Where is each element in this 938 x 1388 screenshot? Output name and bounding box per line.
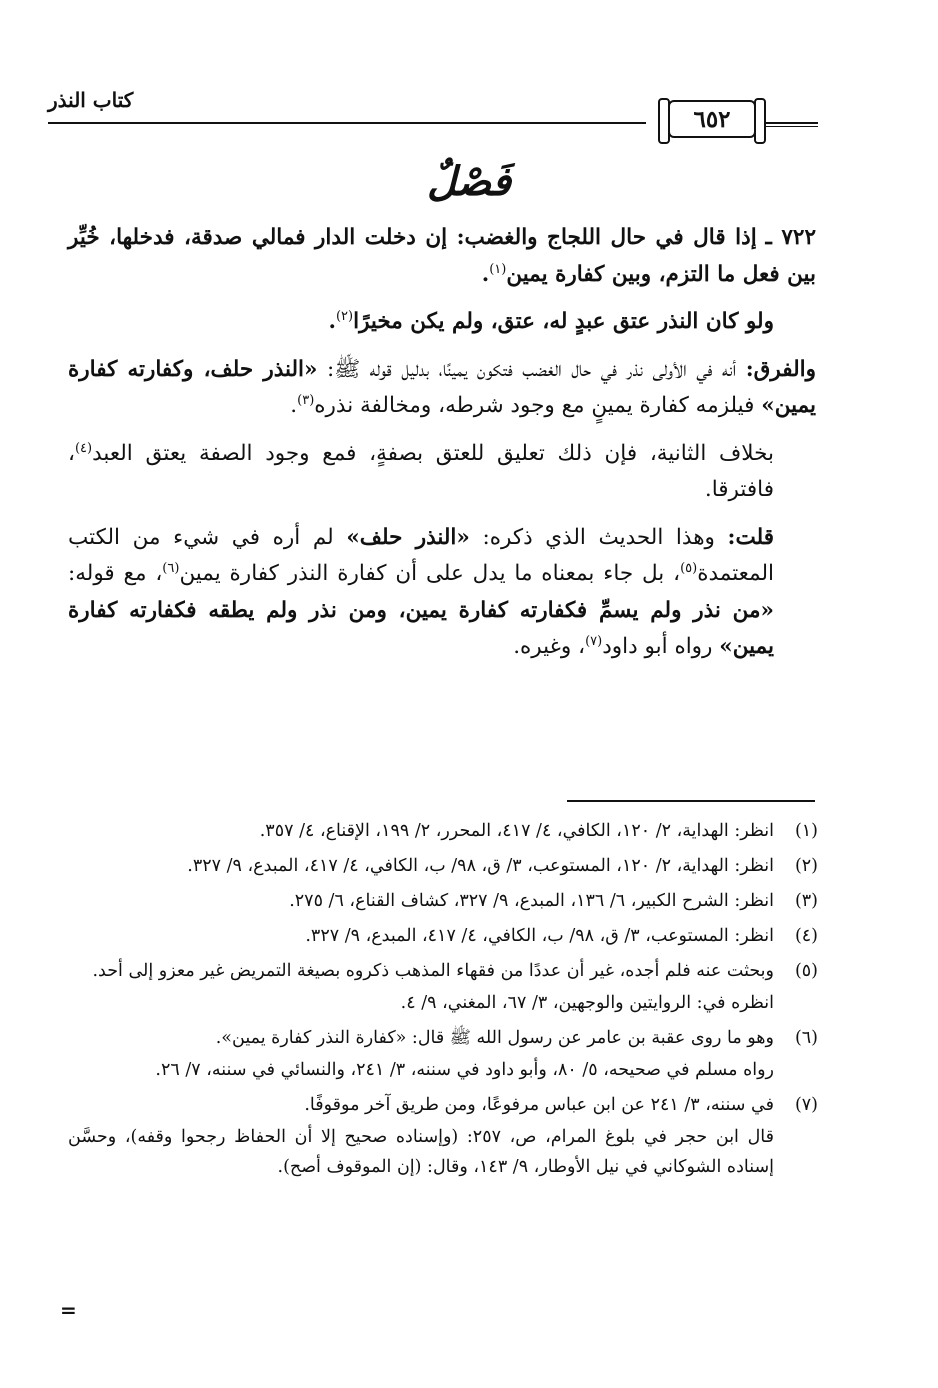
footnote-text: انظر: الهداية، ٢/ ١٢٠، الكافي، ٤/ ٤١٧، المحرر، ٢/ ١٩٩، الإقناع، ٤/ ٣٥٧. xyxy=(259,821,774,841)
punctuation: . xyxy=(290,393,298,418)
footnote-number: (٦) xyxy=(794,1028,818,1048)
footnote-separator xyxy=(567,800,815,802)
footnote-ref[interactable]: (٢) xyxy=(335,308,354,324)
main-text xyxy=(68,220,816,677)
page-number: ٦٥٢ xyxy=(668,100,756,138)
footnote-ref[interactable]: (٦) xyxy=(162,560,180,576)
footnote-item xyxy=(68,816,818,846)
paragraph-difference xyxy=(68,352,816,425)
footnote-item xyxy=(68,1023,818,1085)
footnote-ref[interactable]: (٥) xyxy=(680,560,698,576)
running-header xyxy=(48,86,818,140)
punctuation: . xyxy=(481,261,490,287)
footnote-text: في سننه، ٣/ ٢٤١ عن ابن عباس مرفوعًا، ومن طريق آخر موقوفًا. xyxy=(304,1095,774,1115)
paragraph-text: وهذا الحديث الذي ذكره: xyxy=(469,524,728,550)
paragraph-722 xyxy=(68,220,816,293)
paragraph-comment xyxy=(68,520,816,666)
footnote-text: انظره في: الروايتين والوجهين، ٣/ ٦٧، المغني، ٩/ ٤. xyxy=(400,993,774,1013)
footnote-text: انظر: الشرح الكبير، ٦/ ١٣٦، المبدع، ٩/ ٣٢٧، كشاف القناع، ٦/ ٢٧٥. xyxy=(289,891,774,911)
paragraph-text: ، بل جاء بمعناه ما يدل على أن كفارة النذر كفارة يمين xyxy=(179,561,681,586)
footnote-number: (٤) xyxy=(794,926,818,946)
paragraph-text: بخلاف الثانية، فإن ذلك تعليق للعتق بصفةٍ، فمع وجود الصفة يعتق العبد xyxy=(92,440,774,466)
paragraph-manumission xyxy=(68,304,816,341)
footnote-number: (٥) xyxy=(794,961,818,981)
paragraph-text: أنه في الأولى نذر في حال الغضب فتكون يمينًا، بدليل قوله ﷺ: xyxy=(317,356,746,382)
footnote-text: قال ابن حجر في بلوغ المرام، ص، ٢٥٧: (وإسناده صحيح إلا أن الحفاظ رجحوا وقفه)، وحسَّن إسناده الشوكاني في نيل الأوطار، ٩/ ١٤٣، وقال: (إن الموقوف أصح). xyxy=(68,1127,774,1177)
footnote-item xyxy=(68,1090,818,1182)
punctuation: . xyxy=(328,309,336,334)
paragraph-lead: قلت: xyxy=(727,524,774,550)
footnote-text: انظر: المستوعب، ٣/ ق، ٩٨/ ب، الكافي، ٤/ ٤١٧، المبدع، ٩/ ٣٢٧. xyxy=(305,926,774,946)
footnote-number: (٧) xyxy=(794,1095,818,1115)
book-title: كتاب النذر xyxy=(48,88,134,112)
footnote-item xyxy=(68,851,818,881)
footnote-ref[interactable]: (١) xyxy=(489,261,507,277)
footnote-ref[interactable]: (٤) xyxy=(74,440,93,456)
paragraph-text: رواه أبو داود xyxy=(602,634,720,659)
footnote-number: (٢) xyxy=(794,856,818,876)
hadith-quote: «من نذر ولم يسمِّ فكفارته كفارة يمين، ومن نذر ولم يطقه فكفارته كفارة يمين» xyxy=(68,597,774,659)
footnote-ref[interactable]: (٣) xyxy=(297,392,315,408)
footnote-item xyxy=(68,921,818,951)
paragraph-text: ولو كان النذر عتق عبدٍ له، عتق، ولم يكن مخيرًا xyxy=(353,309,774,334)
footnote-item xyxy=(68,886,818,916)
footnote-number: (٣) xyxy=(794,891,818,911)
paragraph-lead: والفرق: xyxy=(745,356,816,382)
paragraph-text: لم أره في شيء من الكتب المعتمدة xyxy=(68,524,775,586)
hadith-quote: «النذر حلف، وكفارته كفارة يمين» xyxy=(68,356,816,418)
continuation-mark: = xyxy=(60,1298,77,1322)
footnotes xyxy=(68,816,818,1187)
paragraph-contrast xyxy=(68,436,816,509)
footnote-number: (١) xyxy=(794,821,818,841)
hadith-quote: «النذر حلف» xyxy=(346,524,470,550)
paragraph-text: ، وغيره. xyxy=(513,634,586,659)
footnote-text: رواه مسلم في صحيحه، ٥/ ٨٠، وأبو داود في سننه، ٣/ ٢٤١، والنسائي في سننه، ٧/ ٢٦. xyxy=(155,1060,774,1080)
footnote-text: وهو ما روى عقبة بن عامر عن رسول الله ﷺ قال: «كفارة النذر كفارة يمين». xyxy=(215,1028,774,1048)
footnote-ref[interactable]: (٧) xyxy=(585,633,603,649)
paragraph-text: ، فافترقا. xyxy=(68,440,774,502)
paragraph-text: ، مع قوله: xyxy=(68,561,163,586)
paragraph-text: إذا قال في حال اللجاج والغضب: إن دخلت الدار فمالي صدقة، فدخلها، خُيِّر بين فعل ما التزم، وبين كفارة يمين xyxy=(68,225,816,287)
footnote-text: انظر: الهداية، ٢/ ١٢٠، المستوعب، ٣/ ق، ٩٨/ ب، الكافي، ٤/ ٤١٧، المبدع، ٩/ ٣٢٧. xyxy=(187,856,774,876)
section-heading: فَصْلٌ xyxy=(426,158,512,205)
paragraph-text: فيلزمه كفارة يمينٍ مع وجود شرطه، ومخالفة نذره xyxy=(314,393,762,418)
footnote-item xyxy=(68,956,818,1018)
footnote-text: وبحثت عنه فلم أجده، غير أن عددًا من فقهاء المذهب ذكروه بصيغة التمريض غير معزو إلى أحد. xyxy=(92,961,774,981)
header-rule xyxy=(48,122,646,124)
issue-number: ٧٢٢ ـ xyxy=(765,225,816,250)
